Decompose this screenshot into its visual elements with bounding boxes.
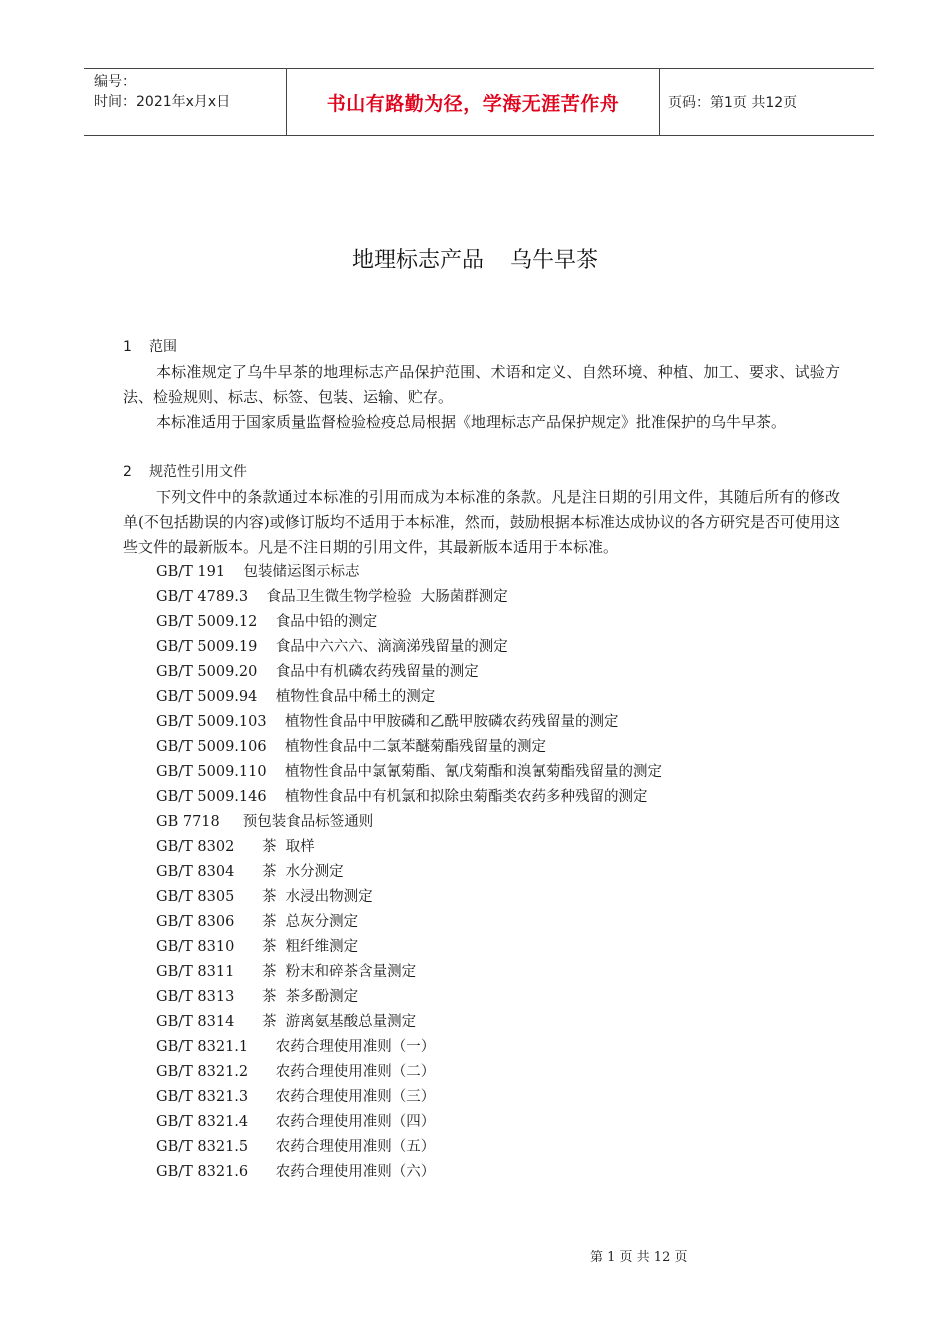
reference-title: 食品卫生微生物学检验 大肠菌群测定 bbox=[266, 589, 508, 605]
reference-item bbox=[123, 735, 840, 760]
reference-title: 植物性食品中氯氰菊酯、氰戊菊酯和溴氰菊酯残留量的测定 bbox=[285, 764, 663, 780]
reference-item bbox=[123, 760, 840, 785]
reference-code: GB/T 8321.1 bbox=[156, 1039, 249, 1055]
reference-item bbox=[123, 810, 840, 835]
reference-title: 茶 粉末和碎茶含量测定 bbox=[261, 964, 417, 980]
section-heading bbox=[123, 335, 840, 360]
reference-item bbox=[123, 1010, 840, 1035]
reference-code: GB/T 5009.146 bbox=[156, 789, 267, 805]
reference-item bbox=[123, 1060, 840, 1085]
section-heading bbox=[123, 460, 840, 485]
reference-code: GB/T 8321.2 bbox=[156, 1064, 249, 1080]
reference-title: 茶 水浸出物测定 bbox=[261, 889, 373, 905]
reference-title: 包装储运图示标志 bbox=[243, 564, 360, 580]
title-part-1: 地理标志产品 bbox=[351, 248, 484, 273]
reference-item bbox=[123, 960, 840, 985]
reference-item bbox=[123, 1135, 840, 1160]
reference-item bbox=[123, 560, 840, 585]
reference-title: 农药合理使用准则（一） bbox=[275, 1039, 436, 1055]
reference-code: GB/T 8311 bbox=[156, 964, 235, 980]
reference-code: GB/T 5009.20 bbox=[156, 664, 258, 680]
reference-title: 茶 取样 bbox=[261, 839, 315, 855]
reference-code: GB/T 8314 bbox=[156, 1014, 235, 1030]
reference-item bbox=[123, 610, 840, 635]
title-part-2: 乌牛早茶 bbox=[510, 248, 599, 273]
reference-code: GB/T 8321.5 bbox=[156, 1139, 249, 1155]
reference-code: GB/T 8321.6 bbox=[156, 1164, 249, 1180]
reference-item bbox=[123, 635, 840, 660]
reference-code: GB/T 8306 bbox=[156, 914, 235, 930]
paragraph: 下列文件中的条款通过本标准的引用而成为本标准的条款。凡是注日期的引用文件，其随后所有的修改单(不包括勘误的内容)或修订版均不适用于本标准，然而，鼓励根据本标准达成协议的各方研究是否可使用这些文件的最新版本。凡是不注日期的引用文件，其最新版本适用于本标准。 bbox=[123, 488, 840, 556]
reference-code: GB/T 5009.110 bbox=[156, 764, 267, 780]
reference-title: 农药合理使用准则（五） bbox=[275, 1139, 436, 1155]
page-header bbox=[84, 68, 874, 136]
document-time-label: 时间：2021年x月x日 bbox=[94, 94, 231, 110]
reference-code: GB/T 8321.3 bbox=[156, 1089, 249, 1105]
reference-title: 食品中六六六、滴滴涕残留量的测定 bbox=[275, 639, 508, 655]
header-page-info: 页码：第1页 共12页 bbox=[668, 95, 798, 111]
reference-code: GB/T 191 bbox=[156, 564, 226, 580]
reference-title: 食品中有机磷农药残留量的测定 bbox=[275, 664, 479, 680]
reference-title: 植物性食品中二氯苯醚菊酯残留量的测定 bbox=[285, 739, 547, 755]
reference-item bbox=[123, 710, 840, 735]
reference-title: 农药合理使用准则（二） bbox=[275, 1064, 436, 1080]
reference-item bbox=[123, 1110, 840, 1135]
reference-list bbox=[123, 560, 840, 1185]
header-motto: 书山有路勤为径，学海无涯苦作舟 bbox=[286, 69, 660, 135]
reference-code: GB/T 8321.4 bbox=[156, 1114, 249, 1130]
reference-title: 茶 水分测定 bbox=[261, 864, 344, 880]
reference-title: 农药合理使用准则（四） bbox=[275, 1114, 436, 1130]
reference-item bbox=[123, 885, 840, 910]
section-title: 规范性引用文件 bbox=[149, 464, 247, 480]
reference-code: GB/T 8313 bbox=[156, 989, 235, 1005]
reference-item bbox=[123, 910, 840, 935]
reference-title: 农药合理使用准则（六） bbox=[275, 1164, 436, 1180]
page-footer: 第 1 页 共 12 页 bbox=[590, 1250, 688, 1265]
reference-code: GB/T 8305 bbox=[156, 889, 235, 905]
document-number-label: 编号： bbox=[94, 74, 136, 90]
paragraph: 本标准适用于国家质量监督检验检疫总局根据《地理标志产品保护规定》批准保护的乌牛早茶。 bbox=[156, 413, 787, 431]
reference-title: 茶 游离氨基酸总量测定 bbox=[261, 1014, 417, 1030]
document-title bbox=[0, 243, 950, 274]
section-title: 范围 bbox=[149, 339, 177, 355]
reference-code: GB/T 8304 bbox=[156, 864, 235, 880]
reference-title: 茶 总灰分测定 bbox=[261, 914, 359, 930]
reference-item bbox=[123, 660, 840, 685]
reference-title: 农药合理使用准则（三） bbox=[275, 1089, 436, 1105]
reference-title: 茶 茶多酚测定 bbox=[261, 989, 359, 1005]
reference-item bbox=[123, 785, 840, 810]
reference-title: 植物性食品中稀土的测定 bbox=[275, 689, 436, 705]
reference-code: GB/T 4789.3 bbox=[156, 589, 249, 605]
reference-code: GB/T 5009.103 bbox=[156, 714, 267, 730]
header-meta bbox=[84, 69, 286, 135]
reference-item bbox=[123, 835, 840, 860]
reference-item bbox=[123, 1085, 840, 1110]
reference-title: 植物性食品中有机氯和拟除虫菊酯类农药多种残留的测定 bbox=[285, 789, 648, 805]
reference-code: GB/T 5009.106 bbox=[156, 739, 267, 755]
reference-item bbox=[123, 935, 840, 960]
reference-item bbox=[123, 685, 840, 710]
paragraph: 本标准规定了乌牛早茶的地理标志产品保护范围、术语和定义、自然环境、种植、加工、要求、试验方法、检验规则、标志、标签、包装、运输、贮存。 bbox=[123, 363, 840, 406]
reference-title: 预包装食品标签通则 bbox=[242, 814, 374, 830]
reference-code: GB/T 5009.12 bbox=[156, 614, 258, 630]
reference-item bbox=[123, 860, 840, 885]
document-body bbox=[123, 335, 840, 1185]
reference-title: 茶 粗纤维测定 bbox=[261, 939, 359, 955]
reference-title: 植物性食品中甲胺磷和乙酰甲胺磷农药残留量的测定 bbox=[285, 714, 619, 730]
reference-code: GB/T 8310 bbox=[156, 939, 235, 955]
reference-item bbox=[123, 1035, 840, 1060]
reference-code: GB 7718 bbox=[156, 814, 220, 830]
reference-item bbox=[123, 585, 840, 610]
reference-item bbox=[123, 1160, 840, 1185]
reference-code: GB/T 5009.94 bbox=[156, 689, 258, 705]
reference-title: 食品中铅的测定 bbox=[275, 614, 378, 630]
section-number: 2 bbox=[123, 464, 132, 480]
section-number: 1 bbox=[123, 339, 132, 355]
reference-code: GB/T 5009.19 bbox=[156, 639, 258, 655]
reference-code: GB/T 8302 bbox=[156, 839, 235, 855]
reference-item bbox=[123, 985, 840, 1010]
